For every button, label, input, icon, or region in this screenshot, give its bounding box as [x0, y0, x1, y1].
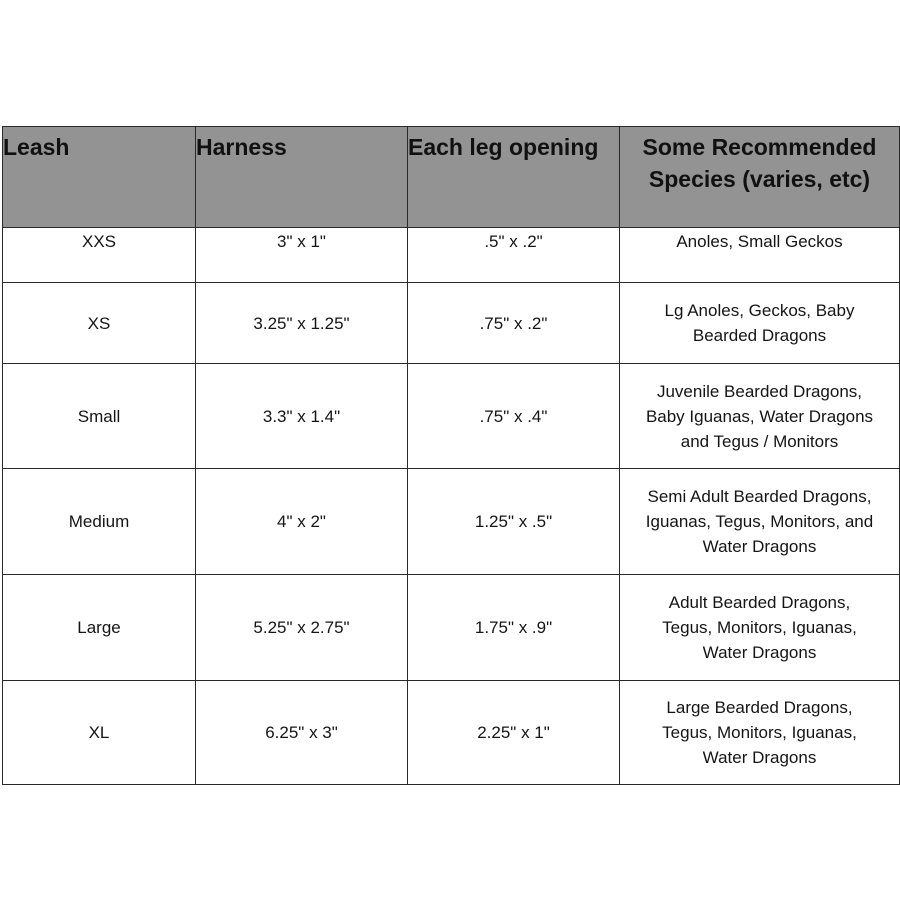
- table-row: [3, 364, 900, 469]
- cell-leg-opening: 2.25" x 1": [408, 681, 620, 785]
- cell-species: [620, 228, 900, 283]
- species-line: Tegus, Monitors, Iguanas,: [662, 618, 857, 637]
- cell-leg-opening: .75" x .2": [408, 283, 620, 364]
- species-line: Juvenile Bearded Dragons,: [656, 381, 863, 401]
- species-line: Baby Iguanas, Water Dragons: [645, 406, 874, 426]
- species-line: Large Bearded Dragons,: [666, 698, 853, 717]
- table-row: [3, 228, 900, 283]
- cell-leg-opening: 1.25" x .5": [408, 469, 620, 575]
- header-species: [620, 127, 900, 228]
- cell-species: [620, 469, 900, 575]
- species-line: Iguanas, Tegus, Monitors, and: [645, 512, 874, 531]
- cell-leg-opening: 1.75" x .9": [408, 575, 620, 681]
- header-species-line: Some Recommended: [642, 134, 877, 160]
- header-leash: Leash: [3, 127, 196, 228]
- cell-leash: Small: [3, 364, 196, 469]
- species-line: Lg Anoles, Geckos, Baby: [664, 301, 855, 320]
- cell-leash: XXS: [3, 228, 196, 283]
- cell-leash: Large: [3, 575, 196, 681]
- header-row: [3, 127, 900, 228]
- size-chart-table: [2, 126, 900, 785]
- cell-species: [620, 575, 900, 681]
- cell-harness: 3" x 1": [196, 228, 408, 283]
- cell-harness: 4" x 2": [196, 469, 408, 575]
- cell-leash: Medium: [3, 469, 196, 575]
- cell-leg-opening: .5" x .2": [408, 228, 620, 283]
- table-row: [3, 469, 900, 575]
- species-line: Water Dragons: [702, 748, 817, 767]
- cell-species: [620, 283, 900, 364]
- header-species-line: Species (varies, etc): [648, 166, 871, 192]
- cell-species: [620, 364, 900, 469]
- species-line: Water Dragons: [702, 537, 817, 556]
- cell-harness: 3.3" x 1.4": [196, 364, 408, 469]
- header-leg-opening: Each leg opening: [408, 127, 620, 228]
- species-line: Semi Adult Bearded Dragons,: [647, 487, 872, 506]
- species-line: Water Dragons: [702, 643, 817, 662]
- table-row: [3, 283, 900, 364]
- species-line: Tegus, Monitors, Iguanas,: [662, 723, 857, 742]
- cell-leg-opening: .75" x .4": [408, 364, 620, 469]
- cell-harness: 3.25" x 1.25": [196, 283, 408, 364]
- species-line: and Tegus / Monitors: [680, 431, 839, 451]
- species-line: Adult Bearded Dragons,: [668, 593, 851, 612]
- cell-leash: XS: [3, 283, 196, 364]
- cell-harness: 6.25" x 3": [196, 681, 408, 785]
- header-harness: Harness: [196, 127, 408, 228]
- species-line: Bearded Dragons: [692, 326, 827, 345]
- cell-species: [620, 681, 900, 785]
- species-line: Anoles, Small Geckos: [676, 232, 843, 251]
- table-row: [3, 575, 900, 681]
- cell-leash: XL: [3, 681, 196, 785]
- table-row: [3, 681, 900, 785]
- cell-harness: 5.25" x 2.75": [196, 575, 408, 681]
